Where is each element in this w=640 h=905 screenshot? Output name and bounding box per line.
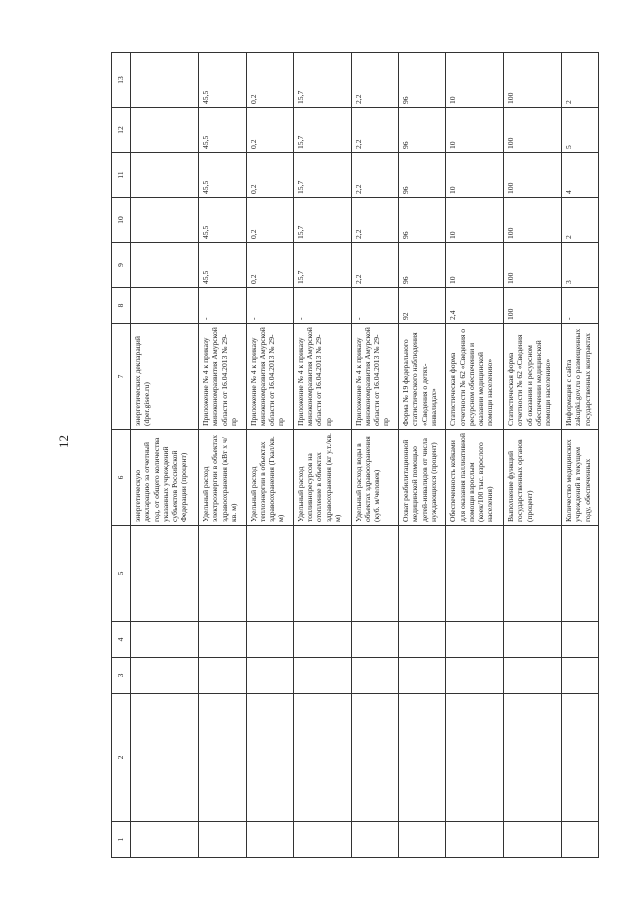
table-row: [446, 53, 504, 858]
value: [131, 198, 199, 243]
value: [131, 153, 199, 198]
indicator-name: Удельный расход теплоэнергии в объектах здравоохранения (Гкал/кв. м): [246, 430, 293, 526]
value: 4: [562, 153, 599, 198]
value: -: [293, 288, 351, 324]
col-header: 11: [112, 153, 131, 198]
value: 10: [446, 108, 504, 153]
value: 10: [446, 243, 504, 288]
table-row: [199, 53, 246, 858]
source: Статистическая форма отчетности № 62 «Сведения о ресурсном обеспечении и оказании медицинской помощи населению»: [446, 324, 504, 430]
value: 45,5: [199, 53, 246, 108]
source: Приложение № 4 к приказу минэкономразвития Амурской области от 16.04.2013 № 29-пр: [351, 324, 398, 430]
indicator-name: Выполнение функций государственных органов (процент): [504, 430, 562, 526]
table-row: [293, 53, 351, 858]
value: 96: [399, 153, 446, 198]
value: 15,7: [293, 108, 351, 153]
source: Приложение № 4 к приказу минэкономразвития Амурской области от 16.04.2013 № 29-пр: [293, 324, 351, 430]
col-header: 3: [112, 658, 131, 694]
value: 3: [562, 243, 599, 288]
value: 96: [399, 108, 446, 153]
value: 5: [562, 108, 599, 153]
value: 15,7: [293, 153, 351, 198]
value: 100: [504, 198, 562, 243]
value: 10: [446, 53, 504, 108]
indicator-name: Количество медицинских учреждений в текущем году, обеспеченных: [562, 430, 599, 526]
value: 96: [399, 53, 446, 108]
col-header: 7: [112, 324, 131, 430]
col-header: 4: [112, 622, 131, 658]
col-header: 1: [112, 822, 131, 858]
source: Приложение № 4 к приказу минэкономразвития Амурской области от 16.04.2013 № 29-пр: [246, 324, 293, 430]
value: [131, 243, 199, 288]
value: 100: [504, 153, 562, 198]
value: 2,4: [446, 288, 504, 324]
col-header: 5: [112, 526, 131, 622]
table-row: [562, 53, 599, 858]
value: -: [199, 288, 246, 324]
value: 100: [504, 288, 562, 324]
value: 96: [399, 243, 446, 288]
source: Информация с сайта zakupki.gov.ru о размещенных государственных контрактах: [562, 324, 599, 430]
value: 0,2: [246, 53, 293, 108]
table-row: [399, 53, 446, 858]
value: -: [351, 288, 398, 324]
value: 2,2: [351, 53, 398, 108]
value: -: [562, 288, 599, 324]
value: 2,2: [351, 243, 398, 288]
value: [131, 53, 199, 108]
value: 2,2: [351, 198, 398, 243]
value: 10: [446, 198, 504, 243]
indicator-name: Обеспеченность койками для оказания паллиативной помощи взрослым (коек/100 тыс. взрослого населения): [446, 430, 504, 526]
value: 96: [399, 198, 446, 243]
indicator-name: Охват реабилитационной медицинской помощью детей-инвалидов от числа нуждающихся (процент): [399, 430, 446, 526]
indicator-name: Удельный расход воды в объектах здравоохранения (куб. м/человек): [351, 430, 398, 526]
col-header: 8: [112, 288, 131, 324]
table-row: [351, 53, 398, 858]
col-header: 6: [112, 430, 131, 526]
value: 2,2: [351, 108, 398, 153]
source: энергетических деклараций (dper.gisee.ru): [131, 324, 199, 430]
rotated-table-wrapper: [111, 53, 599, 858]
value: 0,2: [246, 198, 293, 243]
value: 45,5: [199, 108, 246, 153]
source: Форма № 19 федерального статистического наблюдения «Сведения о детях-инвалидах»: [399, 324, 446, 430]
value: 0,2: [246, 108, 293, 153]
value: 45,5: [199, 198, 246, 243]
value: 0,2: [246, 243, 293, 288]
value: [131, 288, 199, 324]
value: 10: [446, 153, 504, 198]
table-row: [131, 53, 199, 858]
header-row: [112, 53, 131, 858]
indicator-name: Удельный расход электроэнергии в объектах здравоохранения (кВт x ч/кв. м): [199, 430, 246, 526]
table-row: [504, 53, 562, 858]
col-header: 12: [112, 108, 131, 153]
table-row: [246, 53, 293, 858]
source: Статистическая форма отчетности № 62 «Сведения об оказании и ресурсном обеспечении медицинской помощи населению»: [504, 324, 562, 430]
value: 100: [504, 243, 562, 288]
value: 0,2: [246, 153, 293, 198]
col-header: 2: [112, 694, 131, 822]
source: Приложение № 4 к приказу минэкономразвития Амурской области от 16.04.2013 № 29-пр: [199, 324, 246, 430]
value: 100: [504, 53, 562, 108]
value: 2,2: [351, 153, 398, 198]
value: 45,5: [199, 243, 246, 288]
value: 2: [562, 53, 599, 108]
value: 15,7: [293, 198, 351, 243]
col-header: 13: [112, 53, 131, 108]
value: 92: [399, 288, 446, 324]
value: 15,7: [293, 243, 351, 288]
value: 100: [504, 108, 562, 153]
page-number: 12: [56, 435, 71, 448]
value: 45,5: [199, 153, 246, 198]
value: 2: [562, 198, 599, 243]
col-header: 10: [112, 198, 131, 243]
indicator-name: энергетическую декларацию за отчетный год, от общего количества указанных учреждений субъектов Российской Федерации (процент): [131, 430, 199, 526]
value: -: [246, 288, 293, 324]
value: 15,7: [293, 53, 351, 108]
col-header: 9: [112, 243, 131, 288]
indicators-table: [111, 52, 599, 858]
value: [131, 108, 199, 153]
indicator-name: Удельный расход топливноресурсов на отопление в объектах здравоохранения (кг у.т./кв. м): [293, 430, 351, 526]
